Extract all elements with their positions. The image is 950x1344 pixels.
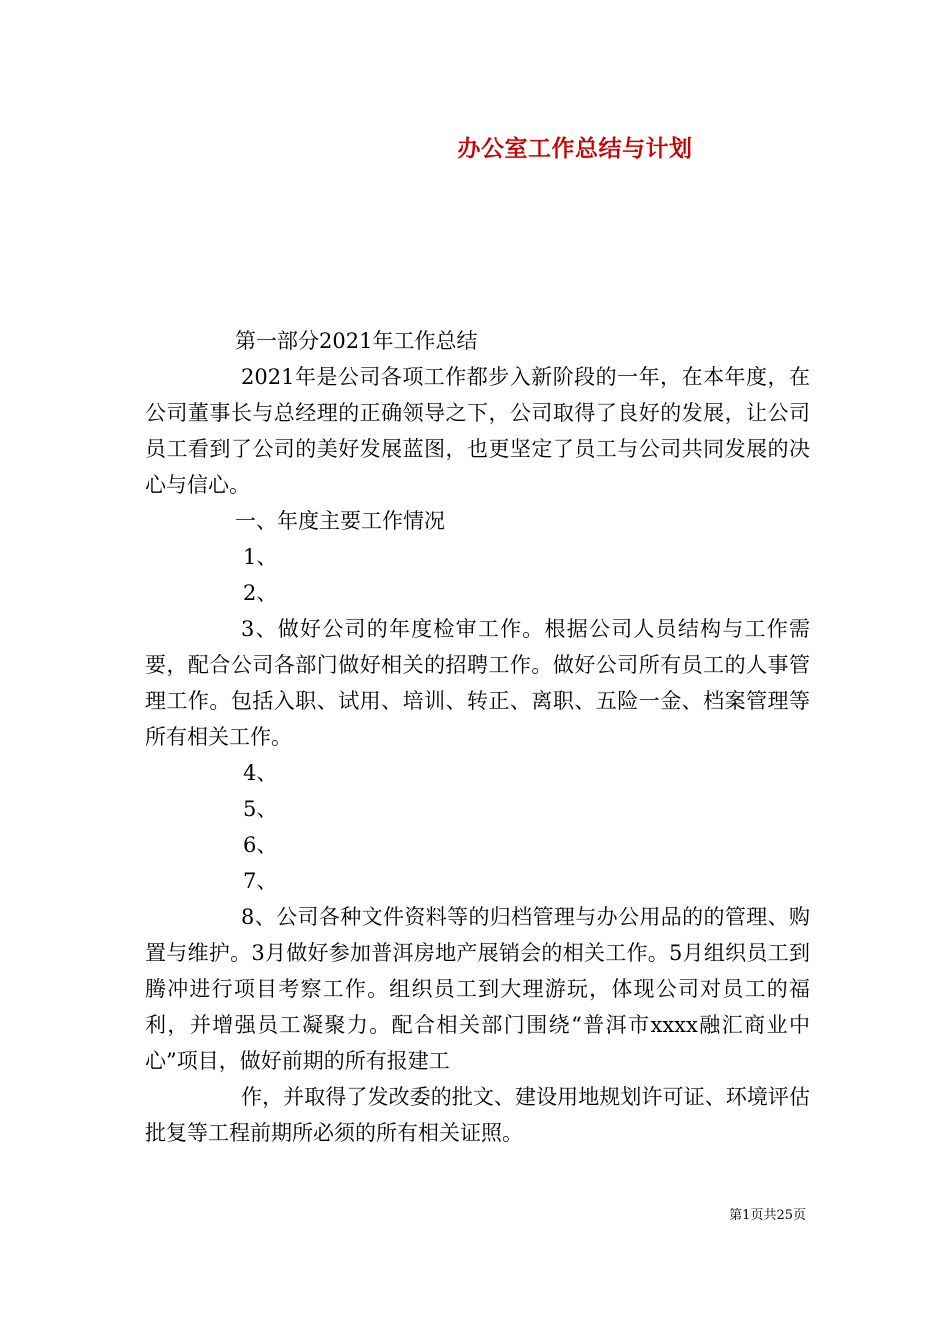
part-heading: 第一部分2021年工作总结 — [235, 329, 478, 353]
list-item-2: 2、 — [243, 581, 278, 605]
document-title: 办公室工作总结与计划 — [457, 136, 693, 162]
list-item-1: 1、 — [243, 545, 278, 569]
list-item-8: 8、公司各种文件资料等的归档管理与办公用品的的管理、购置与维护。3月做好参加普洱房地产展销会的相关工作。5月组织员工到腾冲进行项目考察工作。组织员工到大理游玩，体现公司对员工的福利，并增强员工凝聚力。配合相关部门围绕“普洱市xxxx融汇商业中心”项目，做好前期的所有报建工 — [145, 905, 810, 1073]
intro-paragraph: 2021年是公司各项工作都步入新阶段的一年，在本年度，在公司董事长与总经理的正确领导之下，公司取得了良好的发展，让公司员工看到了公司的美好发展蓝图，也更坚定了员工与公司共同发展的决心与信心。 — [145, 365, 810, 497]
list-item-4: 4、 — [243, 761, 278, 785]
document-body — [145, 323, 810, 1151]
list-item-3: 3、做好公司的年度检审工作。根据公司人员结构与工作需要，配合公司各部门做好相关的招聘工作。做好公司所有员工的人事管理工作。包括入职、试用、培训、转正、离职、五险一金、档案管理等所有相关工作。 — [145, 617, 810, 749]
continuation-paragraph: 作，并取得了发改委的批文、建设用地规划许可证、环境评估批复等工程前期所必须的所有相关证照。 — [145, 1085, 810, 1145]
list-item-6: 6、 — [243, 833, 278, 857]
section-heading: 一、年度主要工作情况 — [235, 509, 445, 533]
list-item-5: 5、 — [243, 797, 278, 821]
page-number-footer: 第1页共25页 — [729, 1208, 806, 1223]
list-item-7: 7、 — [243, 869, 278, 893]
